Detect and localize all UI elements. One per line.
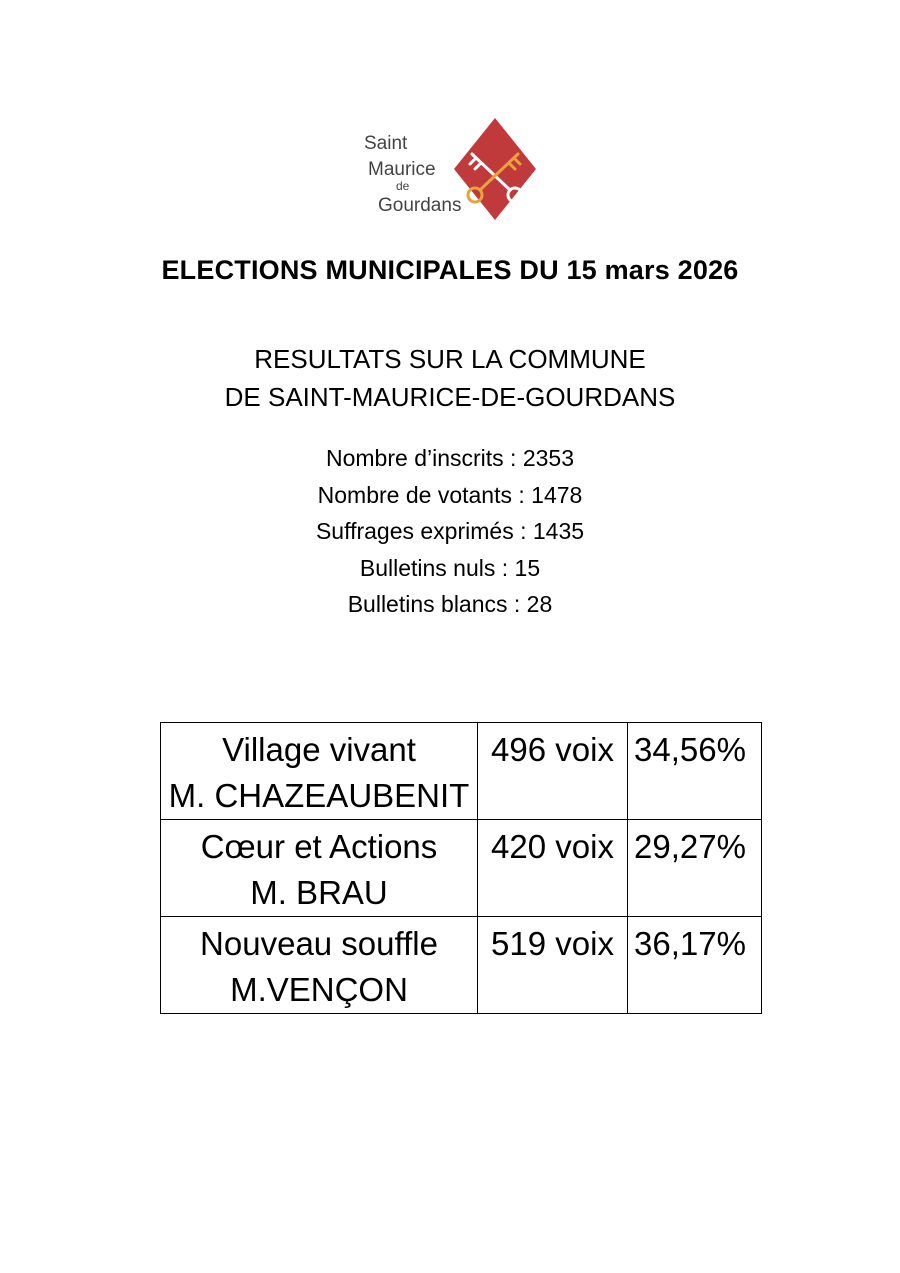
percent-cell: 36,17% [628,917,762,1014]
votes-cell: 420 voix [478,820,628,917]
municipality-logo [360,108,540,230]
stat-registered: Nombre d’inscrits : 2353 [326,445,574,471]
votes-cell: 519 voix [478,917,628,1014]
percent-cell: 29,27% [628,820,762,917]
logo-word-maurice: Maurice [368,159,436,180]
candidate-name: M. CHAZEAUBENIT [168,777,470,814]
stat-null-ballots: Bulletins nuls : 15 [359,554,541,581]
table-row [161,820,762,917]
subtitle-line-2: DE SAINT-MAURICE-DE-GOURDANS [224,382,676,412]
table-row [161,723,762,820]
list-cell [161,917,478,1014]
list-name: Cœur et Actions [200,828,438,865]
results-table [160,722,762,1014]
list-name: Nouveau souffle [200,925,438,962]
stat-blank-ballots: Bulletins blancs : 28 [347,591,553,618]
logo-word-saint: Saint [364,133,408,154]
list-cell [161,723,478,820]
stat-expressed: Suffrages exprimés : 1435 [315,518,585,545]
stat-voters: Nombre de votants : 1478 [317,481,583,508]
list-name: Village vivant [222,731,416,768]
turnout-stats [0,440,900,623]
logo-word-gourdans: Gourdans [378,195,462,216]
candidate-name: M.VENÇON [230,971,408,1008]
logo-word-de: de [396,179,410,193]
page-subtitle [0,340,900,416]
list-cell [161,820,478,917]
table-row [161,917,762,1014]
percent-cell: 34,56% [628,723,762,820]
votes-cell: 496 voix [478,723,628,820]
crossed-keys-icon [452,116,538,222]
page-title: ELECTIONS MUNICIPALES DU 15 mars 2026 [161,255,739,285]
candidate-name: M. BRAU [250,874,388,911]
subtitle-line-1: RESULTATS SUR LA COMMUNE [254,344,646,374]
